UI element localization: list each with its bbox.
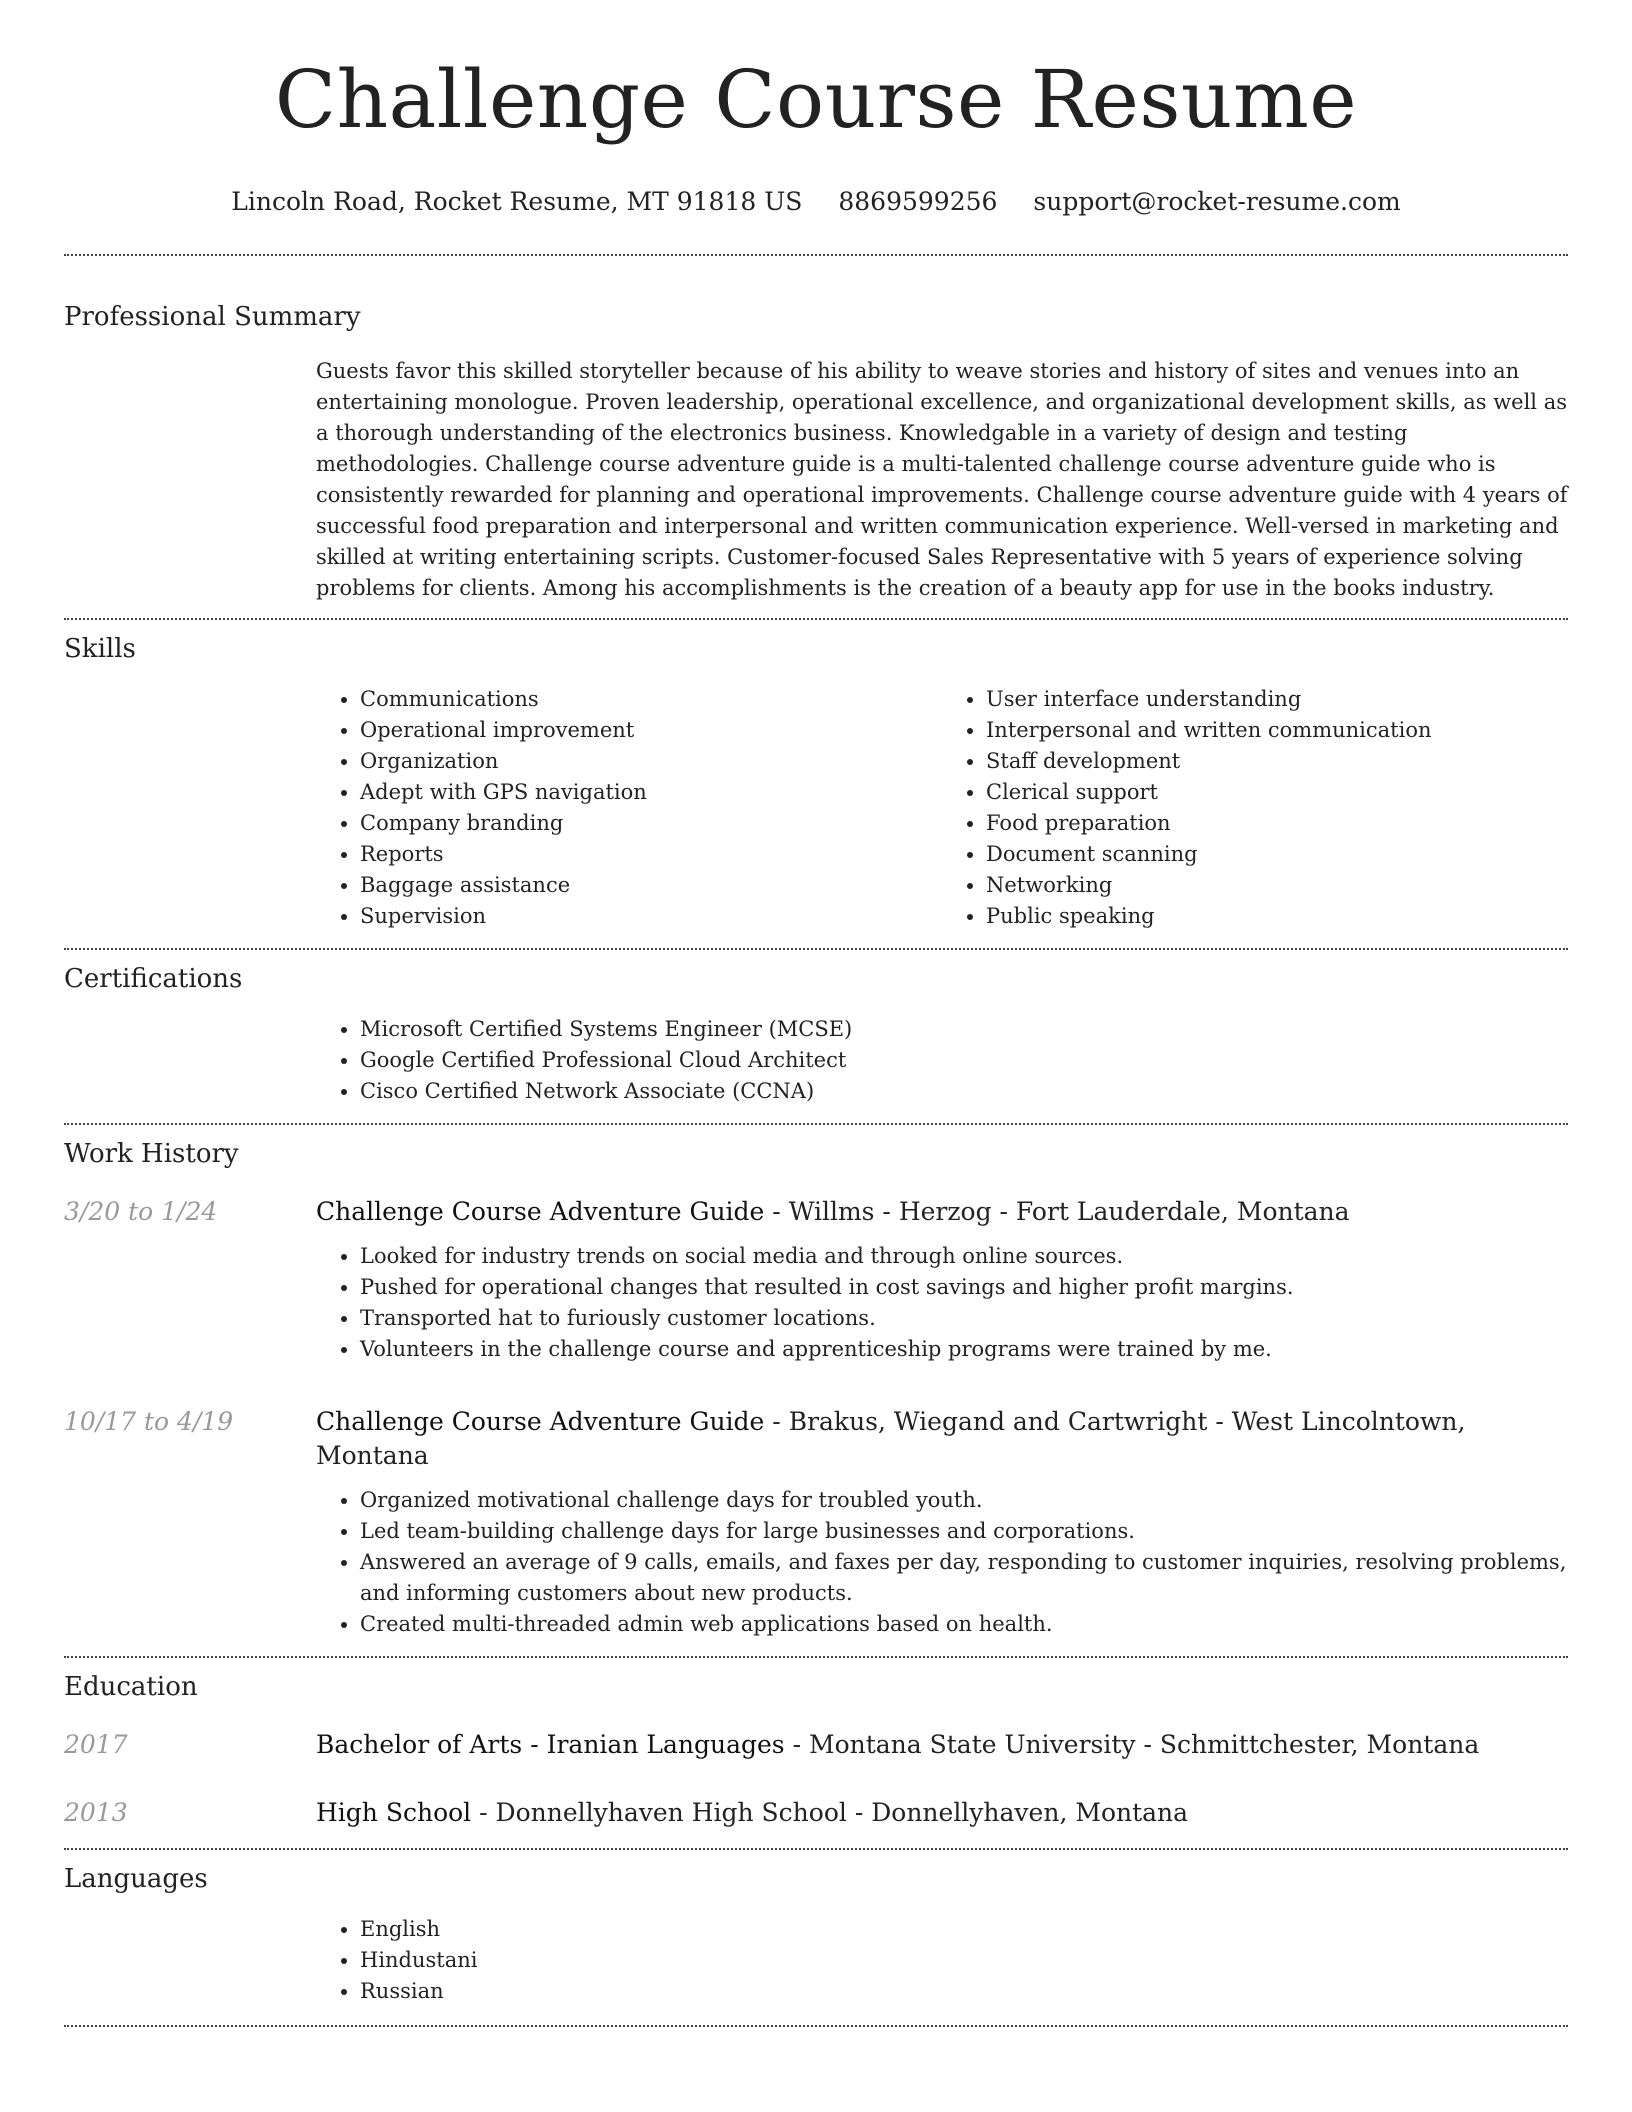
- work-bullet: • Answered an average of 9 calls, emails, and faxes per day, responding to customer inquiries, resolving problems, and informing customers about new products.: [360, 1547, 1568, 1609]
- skill-item: • Supervision: [360, 901, 942, 932]
- skills-list-left: [316, 684, 942, 932]
- language-item: • Hindustani: [360, 1945, 1568, 1976]
- contact-email: support@rocket-resume.com: [1033, 187, 1401, 216]
- languages-body: [316, 1896, 1568, 2025]
- work-dates: 3/20 to 1/24: [64, 1197, 218, 1226]
- contact-phone: 8869599256: [838, 187, 998, 216]
- skills-columns: [316, 666, 1568, 948]
- work-bullets: [316, 1241, 1568, 1365]
- skill-item: • Interpersonal and written communication: [986, 715, 1568, 746]
- contact-line: [64, 186, 1568, 218]
- section-heading: Professional Summary: [64, 302, 361, 332]
- skill-item: • Staff development: [986, 746, 1568, 777]
- skills-section: [64, 620, 1568, 948]
- certification-item: • Cisco Certified Network Associate (CCNA): [360, 1076, 1568, 1107]
- work-history-section: [64, 1125, 1568, 1656]
- job-employer-location: - Brakus, Wiegand and Cartwright - West Lincolntown, Montana: [316, 1407, 1466, 1470]
- work-bullet: • Volunteers in the challenge course and apprenticeship programs were trained by me.: [360, 1334, 1568, 1365]
- education-school: - Montana State University - Schmittchester, Montana: [784, 1730, 1480, 1759]
- work-bullet: • Pushed for operational changes that resulted in cost savings and higher profit margins.: [360, 1272, 1568, 1303]
- skill-item: • Operational improvement: [360, 715, 942, 746]
- work-bullet: • Transported hat to furiously customer locations.: [360, 1303, 1568, 1334]
- skill-item: • User interface understanding: [986, 684, 1568, 715]
- certifications-body: [316, 996, 1568, 1123]
- skill-item: • Reports: [360, 839, 942, 870]
- certification-item: • Google Certified Professional Cloud Architect: [360, 1045, 1568, 1076]
- summary-section: [64, 256, 1568, 618]
- education-degree: High School: [316, 1798, 472, 1827]
- education-title: [316, 1728, 1568, 1762]
- certifications-section: [64, 950, 1568, 1123]
- section-heading: Certifications: [64, 964, 243, 994]
- education-degree: Bachelor of Arts - Iranian Languages: [316, 1730, 785, 1759]
- education-entry: [64, 1796, 1568, 1830]
- education-section: [64, 1658, 1568, 1848]
- work-title: [316, 1195, 1568, 1229]
- section-heading: Work History: [64, 1139, 239, 1169]
- education-entry: [64, 1728, 1568, 1762]
- language-item: • English: [360, 1914, 1568, 1945]
- work-entry: [64, 1405, 1568, 1640]
- resume-title: Challenge Course Resume: [274, 53, 1358, 146]
- languages-section: [64, 1850, 1568, 2025]
- certification-item: • Microsoft Certified Systems Engineer (MCSE): [360, 1014, 1568, 1045]
- contact-address: Lincoln Road, Rocket Resume, MT 91818 US: [231, 187, 803, 216]
- skill-item: • Document scanning: [986, 839, 1568, 870]
- education-entries: [64, 1704, 1568, 1848]
- work-title: [316, 1405, 1568, 1473]
- certifications-list: [316, 1014, 1568, 1107]
- section-heading: Languages: [64, 1864, 208, 1894]
- section-heading: Skills: [64, 634, 136, 664]
- work-bullet: • Organized motivational challenge days for troubled youth.: [360, 1485, 1568, 1516]
- work-bullet: • Looked for industry trends on social media and through online sources.: [360, 1241, 1568, 1272]
- education-school: - Donnellyhaven High School - Donnellyhaven, Montana: [471, 1798, 1189, 1827]
- work-bullet: • Created multi-threaded admin web applications based on health.: [360, 1609, 1568, 1640]
- skill-item: • Baggage assistance: [360, 870, 942, 901]
- work-entries: [64, 1171, 1568, 1656]
- languages-list: [316, 1914, 1568, 2007]
- section-heading: Education: [64, 1672, 198, 1702]
- education-year: 2013: [64, 1798, 128, 1827]
- skill-item: • Communications: [360, 684, 942, 715]
- divider: [64, 2025, 1568, 2027]
- job-role: Challenge Course Adventure Guide: [316, 1407, 765, 1436]
- work-dates: 10/17 to 4/19: [64, 1407, 234, 1436]
- skill-item: • Company branding: [360, 808, 942, 839]
- skill-item: • Food preparation: [986, 808, 1568, 839]
- work-bullets: [316, 1485, 1568, 1640]
- job-employer-location: - Willms - Herzog - Fort Lauderdale, Montana: [764, 1197, 1350, 1226]
- skill-item: • Public speaking: [986, 901, 1568, 932]
- work-entry: [64, 1195, 1568, 1365]
- education-year: 2017: [64, 1730, 128, 1759]
- skill-item: • Organization: [360, 746, 942, 777]
- skill-item: • Clerical support: [986, 777, 1568, 808]
- skill-item: • Adept with GPS navigation: [360, 777, 942, 808]
- language-item: • Russian: [360, 1976, 1568, 2007]
- work-bullet: • Led team-building challenge days for large businesses and corporations.: [360, 1516, 1568, 1547]
- skills-list-right: [942, 684, 1568, 932]
- education-title: [316, 1796, 1568, 1830]
- job-role: Challenge Course Adventure Guide: [316, 1197, 765, 1226]
- summary-text: Guests favor this skilled storyteller because of his ability to weave stories and history of sites and venues into an entertaining monologue. Proven leadership, operational excellence, and organizational development skills, as well as a thorough understanding of the electronics business. Knowledgable in a variety of design and testing methodologies. Challenge course adventure guide is a multi-talented challenge course adventure guide who is consistently rewarded for planning and operational improvements. Challenge course adventure guide with 4 years of successful food preparation and interpersonal and written communication experience. Well-versed in marketing and skilled at writing entertaining scripts. Customer-focused Sales Representative with 5 years of experience solving problems for clients. Among his accomplishments is the creation of a beauty app for use in the books industry.: [316, 359, 1568, 600]
- skill-item: • Networking: [986, 870, 1568, 901]
